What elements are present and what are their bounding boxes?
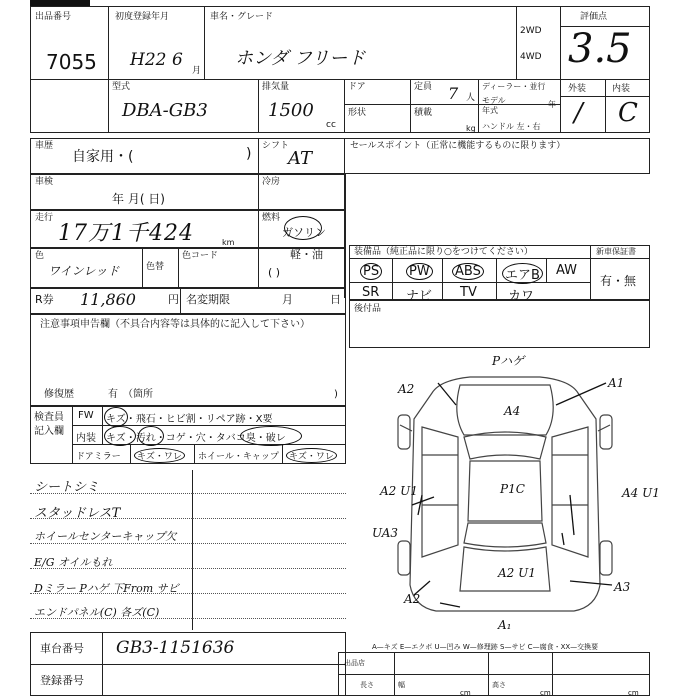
diag-mark-rear: A₁ bbox=[498, 618, 512, 632]
diag-mark-a1-fr: A1 bbox=[608, 376, 625, 390]
inspection-label: 車検 bbox=[35, 177, 54, 187]
displacement-value: 1500 bbox=[268, 100, 314, 121]
repair-label: 修復歴 bbox=[44, 389, 74, 400]
kg-unit: kg bbox=[466, 124, 476, 133]
lot-no-label: 出品番号 bbox=[35, 12, 72, 22]
diag-mark-a2-rl: A2 bbox=[404, 592, 421, 606]
wheel-cap-items: キズ・ワレ bbox=[286, 448, 337, 463]
door-label: ドア bbox=[348, 82, 366, 92]
equip-tv: TV bbox=[460, 285, 477, 300]
first-reg-month: 6 bbox=[172, 50, 183, 70]
equipment-label: 装備品（純正品に限り○をつけてください） bbox=[354, 247, 533, 257]
equip-navi: ナビ bbox=[406, 289, 433, 304]
color-label: 色 bbox=[35, 251, 45, 261]
fuel-paren: ( ) bbox=[268, 266, 281, 279]
first-reg-era: H22 bbox=[130, 50, 167, 70]
car-damage-diagram bbox=[360, 345, 660, 635]
car-name: ホンダ フリード bbox=[235, 48, 366, 69]
equip-airbag: エアB bbox=[502, 263, 543, 284]
note-line-3: ホイールセンターキャップ欠 bbox=[34, 530, 177, 543]
reg-label: 登録番号 bbox=[40, 674, 84, 687]
fuel-circle bbox=[284, 216, 322, 240]
color-change-label: 色替 bbox=[146, 262, 165, 272]
exterior-label: 外装 bbox=[568, 84, 587, 94]
diag-mark-hood: A4 bbox=[504, 404, 521, 418]
check-circle bbox=[240, 426, 302, 446]
interior-check-label: 内装 bbox=[76, 433, 96, 444]
load-label: 積載 bbox=[414, 108, 433, 118]
equip-sr: SR bbox=[362, 285, 380, 300]
diag-mark-trunk: A2 U1 bbox=[498, 566, 536, 580]
interior-grade: C bbox=[618, 98, 638, 128]
drive-4wd: 4WD bbox=[520, 52, 542, 62]
displacement-label: 排気量 bbox=[262, 82, 290, 92]
name-change-day: 日 bbox=[330, 293, 341, 306]
equip-aw: AW bbox=[556, 263, 578, 278]
check-circle bbox=[104, 407, 128, 427]
note-line-2: スタッドレスT bbox=[34, 506, 121, 521]
check-circle bbox=[138, 426, 164, 446]
note-line-4: E/G オイルもれ bbox=[34, 556, 113, 569]
diag-mark-a2-fl: A2 bbox=[398, 382, 415, 396]
caution-label: 注意事項申告欄（不具合内容等は具体的に記入して下さい） bbox=[40, 319, 310, 330]
inspector-label: 検査員記入欄 bbox=[34, 412, 64, 437]
note-line-6: エンドパネル(C) 各ズ(C) bbox=[34, 606, 160, 619]
chassis-label: 車台番号 bbox=[40, 642, 84, 655]
name-change-label: 名変期限 bbox=[186, 293, 230, 306]
fw-items: キズ・飛石・ヒビ割・リペア跡・X要 bbox=[106, 414, 273, 425]
year-unit: 年 bbox=[548, 100, 556, 109]
sales-point-label: セールスポイント（正常に機能するものに限ります） bbox=[350, 141, 566, 151]
height-label: 高さ bbox=[492, 681, 506, 689]
recycle-label: R券 bbox=[35, 293, 54, 306]
diag-mark-left: A2 U1 bbox=[380, 484, 418, 498]
cm-unit-1: cm bbox=[460, 689, 471, 697]
new-guarantee-value: 有・無 bbox=[600, 274, 637, 288]
drive-2wd: 2WD bbox=[520, 26, 542, 36]
diag-mark-roof: P1C bbox=[500, 482, 525, 496]
note-line-5: Dミラー Pハゲ 下From サビ bbox=[34, 582, 179, 595]
month-unit: 月 bbox=[192, 66, 202, 76]
door-mirror-items: キズ・ワレ bbox=[134, 448, 185, 463]
shape-label: 形状 bbox=[348, 108, 367, 118]
color-value: ワインレッド bbox=[48, 264, 120, 278]
fuel-gasoline: ガソリン bbox=[282, 226, 326, 239]
model-value: DBA-GB3 bbox=[122, 100, 208, 121]
width-label: 幅 bbox=[398, 681, 405, 689]
recycle-value: 11,860 bbox=[80, 290, 136, 309]
capacity-label: 定員 bbox=[414, 82, 433, 92]
shift-label: シフト bbox=[262, 141, 290, 151]
after-box bbox=[349, 300, 650, 348]
dealer-label: ディーラー・並行 bbox=[482, 82, 546, 91]
usage-text: 自家用・( bbox=[72, 149, 134, 165]
lot-no: 7055 bbox=[46, 50, 97, 74]
recycle-yen: 円 bbox=[168, 293, 179, 306]
usage-label: 車歴 bbox=[35, 141, 54, 151]
legend-text: A—キズ E—エクボ U—凹み W—修理跡 S—サビ C—腐食・XX—交換要 bbox=[372, 643, 599, 651]
name-change-month: 月 bbox=[282, 293, 293, 306]
equip-abs: ABS bbox=[452, 263, 484, 280]
wheel-cap-label: ホイール・キャップ bbox=[198, 452, 279, 462]
cm-unit-2: cm bbox=[540, 689, 551, 697]
interior-check-items: キズ・汚れ・コゲ・穴・タバコ臭・破レ bbox=[106, 433, 286, 444]
repair-close: ) bbox=[334, 389, 338, 400]
fuel-label: 燃料 bbox=[262, 213, 281, 223]
person-unit: 人 bbox=[466, 93, 476, 103]
fw-label: FW bbox=[78, 410, 94, 421]
cm-unit-3: cm bbox=[628, 689, 639, 697]
cooler-label: 冷房 bbox=[262, 177, 281, 187]
equip-leather: カワ bbox=[508, 289, 535, 304]
model-year-label: モデル年式 bbox=[482, 96, 506, 115]
after-label: 後付品 bbox=[354, 304, 382, 314]
length-label: 長さ bbox=[360, 681, 374, 689]
shift-value: AT bbox=[288, 148, 313, 169]
diag-mark-front: Pハゲ bbox=[492, 354, 525, 368]
fuel-diesel: 軽・油 bbox=[290, 248, 323, 261]
handle-label: ハンドル 左・右 bbox=[482, 122, 541, 131]
capacity-value: 7 bbox=[448, 84, 459, 103]
first-reg-label: 初度登録年月 bbox=[115, 12, 170, 22]
score-label: 評価点 bbox=[580, 12, 608, 22]
score: 3.5 bbox=[568, 26, 632, 72]
car-name-label: 車名・グレード bbox=[210, 12, 274, 22]
exterior-grade: / bbox=[574, 98, 583, 128]
diag-mark-ua3: UA3 bbox=[372, 526, 399, 540]
interior-label: 内装 bbox=[612, 84, 631, 94]
chassis-value: GB3-1151636 bbox=[116, 638, 235, 658]
inspection-row bbox=[30, 174, 346, 210]
cc-unit: cc bbox=[326, 120, 336, 130]
usage-close: ) bbox=[246, 146, 252, 162]
mileage-label: 走行 bbox=[35, 213, 54, 223]
equip-pw: PW bbox=[406, 263, 433, 280]
dealer-sign-label: 出品店 bbox=[344, 659, 365, 667]
equip-ps: PS bbox=[360, 263, 382, 280]
check-circle bbox=[104, 426, 136, 446]
model-label: 型式 bbox=[112, 82, 131, 92]
diag-mark-right: A4 U1 bbox=[622, 486, 660, 500]
door-mirror-label: ドアミラー bbox=[76, 452, 121, 462]
note-line-1: シートシミ bbox=[34, 480, 100, 495]
repair-value: 有 （箇所 bbox=[108, 389, 153, 400]
km-unit: km bbox=[222, 238, 235, 247]
inspection-text: 年 月( 日) bbox=[112, 192, 165, 206]
diag-mark-a3-rr: A3 bbox=[614, 580, 631, 594]
new-guarantee-label: 新車保証書 bbox=[596, 247, 636, 256]
mileage-value: 17万1千424 bbox=[58, 221, 194, 246]
color-code-label: 色コード bbox=[182, 251, 219, 261]
